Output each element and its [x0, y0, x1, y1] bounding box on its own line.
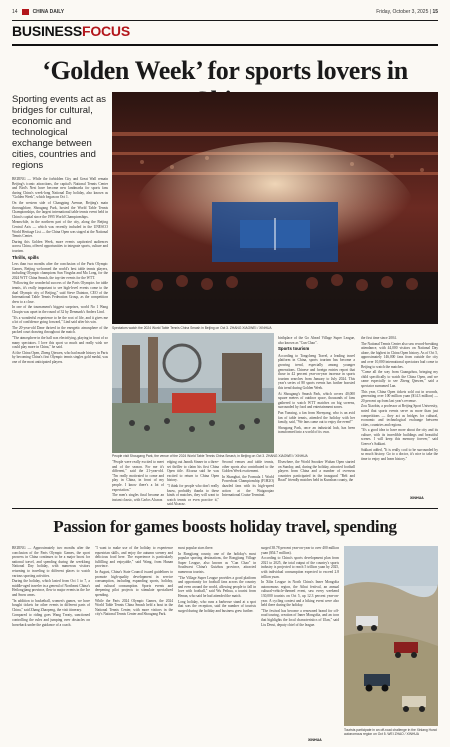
paragraph: BEIJING — Approximately two months after the conclusion of the Paris Olympic Games, the sport prowess in China continues to be a major boost for national travel, and spending during the weeklong National Day holiday, with numerous visitors returning to traveling to different places to watch various sporting activities.: [12, 546, 90, 578]
paper-name: CHINA DAILY: [32, 9, 65, 15]
paragraph: "The festival has become a renowned brand for off-road touring, creation of Inner Mongolia, and an icon that highlights the local characteristics of Ulan," said Liu Derui, deputy chief of the league.: [261, 608, 339, 627]
paragraph: At Shougang's Smash Park, which covers 40,000 square meters of outdoor space, thousands of fans gathered to watch WTT matches on big screens, surrounded by food and entertainment zones.: [278, 391, 355, 410]
paragraph: Pan Yunxing, a fan from Shenyang, who is an avid fan of table tennis, attended the holiday with her family, said, "We fans came out to enjoy the event!": [278, 410, 355, 425]
column-far-right: [361, 336, 438, 462]
paragraph: The 20-year-old Dane thrived in the energetic atmosphere of the packed court drawing throughout the match.: [12, 325, 108, 335]
paragraph: During the holiday, which lasted from Oct 1 to 7, a middle-aged traveler in a general of Northeast China's Heilongjiang province, flew to major events in the Ice and Snow areas.: [12, 579, 90, 597]
paragraph: Second venues and table tennis, other sports also contributed to the Golden Week excitement.: [222, 460, 274, 474]
paragraph: "It's a good idea to have more about the city and its culture, with its incredible buildings and beautiful scenes. I will keep this memory forever," said Greece's Sakkari.: [361, 428, 438, 447]
paragraph: "The atmosphere in the hall was electrifying, playing in front of so many spectators. I love this sport so much and really wish we could play more in China," he said.: [12, 336, 108, 350]
intro-column: [12, 177, 108, 366]
folio-bar: [12, 7, 438, 17]
paragraph: The men's singles final became an instant classic, with Carlos Alcaraz: [112, 493, 164, 502]
paragraph: According to China's sports development plan from 2021 to 2025, the total output of the country's sports industry is projected to reach 5 trillion yuan by 2025, with individual consumption expected to exceed 2.8 trillion yuan.: [261, 556, 339, 579]
paragraph: At the China Open, Zheng Qinwen, who had made history in Paris by becoming China's first Olympic tennis singles gold medal, was one of the most anticipated players.: [12, 350, 108, 364]
bottom-column-3: [178, 546, 256, 614]
section-focus: FOCUS: [81, 23, 130, 39]
main-headline: ‘Golden Week’ for sports lovers in: [42, 56, 408, 85]
paragraph: In August, China's State Council issued guidelines to promote high-quality development in service consumption, including expanding sports, holiday, and cultural consumption. Sports events and deepening pilot projects to stimulate specialized spending.: [95, 569, 173, 597]
photo2-caption: People visit Shougang Park, the venue of the 2024 World Table Tennis China Smash, in Beijing on Oct 3. ZHANG XIAOWEI / XINHUA: [112, 454, 308, 458]
paragraph: "Following the wonderful success of the Paris Olympics for table tennis, it's really important to see high-level events come to the dual Olympic city of Beijing," said Steve Dainton, CEO of the International Table Tennis Federation Group, as the competition drew to a close.: [12, 281, 108, 304]
bottom-column-4: [261, 546, 339, 628]
photo-offroad: [344, 546, 438, 726]
paragraph: According to Tongcheng Travel, a leading travel platform in China, sports tourism has become a growing trend, especially among younger generations. Chinese and foreign entries report that those in 42 percent year-on-year increase in sports tourism searches from January to July 2024. This year's series of 80 sports events has further boosted this trend during Golden Week.: [278, 353, 355, 390]
paragraph: edging out Jannik Sinner in a three-set thriller to claim his first China Open title. Alcaraz said he was excited to return to China Open history.: [167, 460, 219, 483]
section-title: [12, 23, 130, 39]
paragraph: "Come all the way from Guangzhou, bringing my child specifically to watch the China Open, and we came especially to see Zheng Qinwen," said a spectator surnamed Lan.: [361, 370, 438, 388]
paragraph: BEIJING — While the forbidden City and Great Wall remain Beijing's iconic attractions, the capital's National Tennis Center and Bird's Nest have become new landmarks for sports fans during China's week-long National Day holiday, also known as "Golden Week", which began on Oct 1.: [12, 177, 108, 200]
paragraph: On the western side of Changping Avenue, Beijing's main thoroughfare, Shougang Park, hosted the World Table Tennis Championships, the largest international table tennis event held in China's capital since the 1995 World Championships.: [12, 200, 108, 219]
paragraph: "I think for people who don't really know, probably thanks to these kinds of matches, they will want to watch tennis or even practice it," said Alcaraz.: [167, 483, 219, 507]
paragraph: "I want to make use of the holiday to experience equestrian skills, and enjoy the autumn scenery and delicious food here. The experience is particularly fulfilling and enjoyable," said Wang, from Hunan province.: [95, 546, 173, 569]
paragraph: Sakkari added, "It is really cool to be surrounded by so much history. Go to a doctor, it's nice to take the time to enjoy and learn history.": [361, 447, 438, 461]
byline-xinhua-1: XINHUA: [410, 496, 424, 500]
paragraph: "People were really excited to meet and of the season. For me it's different," said the 21-year-old. "I'm really motivated to come and play in China, in front of my people. I know there's a lot of expectation.": [112, 460, 164, 492]
photo-table-tennis-arena: [112, 92, 438, 324]
paragraph: Shougang Park, once an industrial hub, has been transformed into a world of its own.: [278, 425, 355, 435]
page-number-left: 14: [12, 9, 18, 15]
paragraph: In Shanghai, the Formula 1 World Powerboat Championship (F1H2O) dazzled fans with its high-speed action at the Waigaoqiao International Cruise Terminal.: [222, 474, 274, 498]
paragraph: During this Golden Week, more events captivated audiences across China, offered opportunities to integrate sports, culture and tourism.: [12, 239, 108, 253]
column-mid-b: [167, 460, 219, 508]
column-mid-a: [112, 460, 164, 503]
paragraph: This year, China Open tickets sold out in seconds, generating over 100 million yuan ($14.3 million) — 20 percent up from last year's revenue.: [361, 389, 438, 403]
folio-right: Friday, October 3, 2025 | 15: [376, 9, 438, 15]
column-mid-d: [278, 460, 355, 484]
paragraph: Compared to riding goes Wang Treaty, sanctioned controlling the rules and jumping over obstacles on horseback under the guidance of a coach.: [12, 613, 90, 627]
section-business: BUSINESS: [12, 23, 82, 39]
paragraph: surged 38.78 percent year-on-year to over 400 million yuan ($54.7 million).: [261, 546, 339, 555]
folio-date: Friday, October 3, 2025: [376, 9, 429, 15]
offroad-illustration: [344, 546, 438, 726]
paragraph: the first time since 2004.: [361, 336, 397, 340]
subhead-sports-tourism: Sports tourism: [278, 346, 310, 352]
photo-shougang-park: [112, 333, 274, 453]
column-right-a: [278, 336, 355, 436]
paragraph: "In addition to basketball, women's games, we have bought tickets for other events in different parts of China," said Zhang Zhaopeng, the visit itinerary.: [12, 598, 90, 612]
bottom-column-2: [95, 546, 173, 618]
subhead-thrills: Thrills, spills: [12, 254, 39, 260]
paragraph: birthplace of the Go Ahead Village Super League, also known as "Cun Chao".: [278, 336, 355, 345]
paragraph: Elsewhere, the World Snooker Wuhan Open started on Sunday, and, during the holiday, attracted football players from China and a number of overseas countries participated in the inaugural "Belt and Road" friendly matches held in Kunshan county, the: [278, 460, 355, 483]
paragraph: While the Paris 2024 Olympic Games, the 2024 World Table Tennis China Smash held a bout in the National Tennis Center, with more visitors in the city's National Tennis Center and Shougang Park.: [95, 598, 173, 617]
china-daily-logo-icon: [22, 9, 29, 15]
paragraph: Long holiday, who runs a barbecue stand at a spot that was the reception, said the number of tourists surged during the holiday and business grew further.: [178, 599, 256, 613]
second-headline: Passion for games boosts holiday travel, spending: [53, 517, 397, 536]
park-illustration: [112, 333, 274, 453]
paragraph: The National Tennis Center also saw record-breaking attendance, with 44,000 visitors on National Day alone, the highest in China Open history. As of Oct 5, approximately 146,000 fans from outside the city and over 10,000 international spectators had come to Beijing to watch the matches.: [361, 341, 438, 369]
section-rule: [12, 44, 438, 46]
bottom-column-1: [12, 546, 90, 628]
divider-rule: [12, 508, 438, 509]
page-number-right: 15: [432, 9, 438, 15]
byline-xinhua-2: XINHUA: [308, 738, 322, 742]
paragraph: In one of the tournament's biggest surprises, world No 1 Wang Chuqin was upset in the round of 32 by Denmark's Anders Lind.: [12, 305, 108, 315]
paragraph: Meanwhile, in the northern part of the city, along the Beijing Central Axis — which was recently included in the UNESCO World Heritage List — the China Open was staged at the National Tennis Center.: [12, 220, 108, 239]
folio-left: [12, 9, 64, 15]
paragraph: In Rongjiang county, one of the holiday's most popular sporting destinations, the Rongjiang Village Super League, also known as "Cun Chao" in Southwest China's Guizhou province, attracted numerous tourists.: [178, 551, 256, 574]
arena-illustration: [112, 92, 438, 324]
photo3-caption: Tourists participate in an off-road challenge in the Xinlang Hurat autonomous region on Oct 5. WEI ZHAO / XINHUA: [344, 728, 437, 736]
photo1-caption: Spectators watch the 2024 World Table Tennis China Smash in Beijing on Oct 3. ZHANG XIAOWEI / XINHUA: [112, 326, 272, 330]
paragraph: "The Village Super League provides a good platform and opportunity for football fans across the country and even around the world, allowing people to fall in love with football," said Wu Peihua, a tourist from Henan, who said he had attended the match.: [178, 575, 256, 598]
paragraph: most popular stars there.: [178, 546, 214, 550]
deck-text: Sporting events act as bridges for cultural, economic and technological exchange between cities, countries and regions: [12, 94, 106, 171]
paragraph: Zou Xiaobin, a professor at Beijing Sport University, noted that sports events serve as more than just competitions — they act as bridges for cultural, economic and technological exchange between cities, countries and regions.: [361, 404, 438, 427]
column-mid-c: [222, 460, 274, 499]
paragraph: In Xilin League in North China's Inner Mongolia autonomous region, the Aihui festival, an annual cultural-vehicle-themed event, saw every weekend 130,000 tourists on Oct 5, up 12.3 percent year-on-year. A cycling contest and a hiking event were also held there during the holiday.: [261, 580, 339, 608]
paragraph: "It's a wonderful experience to be the root of life, and it gives me a lot of confidence going forward," Lind said after his win.: [12, 315, 108, 325]
paragraph: Less than two months after the conclusion of the Paris Olympic Games, Beijing welcomed the world's best table tennis players, including Olympic champions Sun Yingsha and Ma Long, for the 2024 WTT China Smash, the top-tier events for the WTT.: [12, 262, 108, 280]
top-rule: [12, 20, 438, 21]
